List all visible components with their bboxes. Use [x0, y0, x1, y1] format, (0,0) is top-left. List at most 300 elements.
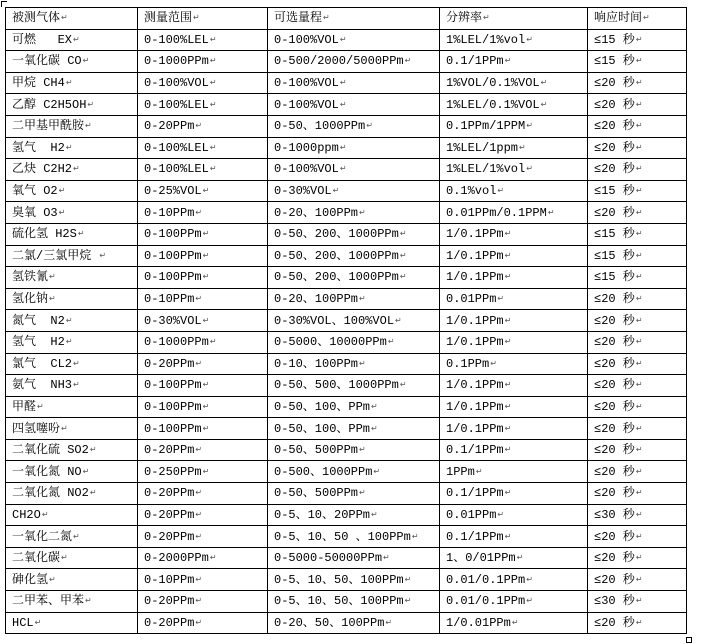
cell-resolution[interactable]: [440, 159, 588, 181]
cell-text-options: 0-10、100PPm ↵: [274, 357, 366, 371]
table-row: [6, 94, 687, 116]
cell-gas[interactable]: [6, 547, 138, 569]
cell-range[interactable]: [138, 612, 268, 634]
cell-gas[interactable]: [6, 245, 138, 267]
cell-text-options: 0-100%VOL ↵: [274, 33, 347, 47]
table-row: [6, 547, 687, 569]
table-row: [6, 29, 687, 51]
cell-text-options: 0-20、50、100PPm ↵: [274, 616, 392, 630]
cell-range[interactable]: [138, 72, 268, 94]
cell-options[interactable]: [268, 461, 440, 483]
cell-resolution[interactable]: [440, 72, 588, 94]
cell-text-resolution: 0.01PPm/0.1PPM ↵: [446, 206, 555, 220]
cell-range[interactable]: [138, 483, 268, 505]
cell-response[interactable]: [588, 310, 687, 332]
cell-range[interactable]: [138, 267, 268, 289]
cell-range[interactable]: [138, 51, 268, 73]
cell-text-response: ≤30 秒 ↵: [594, 594, 643, 608]
cell-response[interactable]: [588, 202, 687, 224]
cell-range[interactable]: [138, 375, 268, 397]
cell-text-resolution: 1/0.1PPm ↵: [446, 227, 511, 241]
cell-options[interactable]: [268, 375, 440, 397]
cell-response[interactable]: [588, 353, 687, 375]
cell-resolution[interactable]: [440, 202, 588, 224]
cell-text-gas: 一氧化氮 NO ↵: [12, 465, 89, 479]
header-label-resolution: 分辨率 ↵: [446, 11, 490, 25]
table-row: [6, 504, 687, 526]
cell-options[interactable]: [268, 202, 440, 224]
cell-text-gas: 氢气 H2 ↵: [12, 141, 73, 155]
cell-text-gas: 一氧化碳 CO ↵: [12, 54, 89, 68]
cell-options[interactable]: [268, 72, 440, 94]
cell-gas[interactable]: [6, 223, 138, 245]
cell-text-options: 0-30%VOL ↵: [274, 184, 339, 198]
cell-text-response: ≤20 秒 ↵: [594, 98, 643, 112]
cell-resolution[interactable]: [440, 504, 588, 526]
cell-text-response: ≤20 秒 ↵: [594, 76, 643, 90]
cell-text-resolution: 1%LEL/1%vol ↵: [446, 33, 533, 47]
cell-text-gas: 氢铁氰 ↵: [12, 270, 56, 284]
cell-gas[interactable]: [6, 115, 138, 137]
cell-text-response: ≤15 秒 ↵: [594, 270, 643, 284]
cell-response[interactable]: [588, 94, 687, 116]
cell-gas[interactable]: [6, 180, 138, 202]
cell-options[interactable]: [268, 612, 440, 634]
cell-gas[interactable]: [6, 375, 138, 397]
cell-resolution[interactable]: [440, 612, 588, 634]
cell-text-gas: 二氧化碳 ↵: [12, 551, 68, 565]
cell-options[interactable]: [268, 526, 440, 548]
cell-resolution[interactable]: [440, 526, 588, 548]
cell-text-resolution: 1PPm ↵: [446, 465, 483, 479]
cell-text-response: ≤20 秒 ↵: [594, 141, 643, 155]
cell-text-gas: 乙醇 C2H5OH ↵: [12, 98, 94, 112]
cell-text-range: 0-100%LEL ↵: [144, 98, 217, 112]
header-cell-range[interactable]: [138, 8, 268, 30]
cell-text-resolution: 0.01PPm ↵: [446, 292, 504, 306]
cell-gas[interactable]: [6, 267, 138, 289]
cell-text-response: ≤20 秒 ↵: [594, 119, 643, 133]
table-row: [6, 418, 687, 440]
cell-response[interactable]: [588, 159, 687, 181]
cell-text-range: 0-20PPm ↵: [144, 357, 202, 371]
cell-options[interactable]: [268, 310, 440, 332]
table-row: [6, 115, 687, 137]
cell-text-gas: 氧气 O2 ↵: [12, 184, 65, 198]
cell-text-gas: 砷化氢 ↵: [12, 573, 56, 587]
cell-resolution[interactable]: [440, 180, 588, 202]
cell-response[interactable]: [588, 418, 687, 440]
cell-gas[interactable]: [6, 526, 138, 548]
cell-options[interactable]: [268, 569, 440, 591]
cell-gas[interactable]: [6, 439, 138, 461]
cell-text-options: 0-50、1000PPm ↵: [274, 119, 373, 133]
cell-response[interactable]: [588, 439, 687, 461]
cell-range[interactable]: [138, 137, 268, 159]
cell-text-response: ≤20 秒 ↵: [594, 551, 643, 565]
table-row: [6, 612, 687, 634]
cell-text-gas: 氢气 H2 ↵: [12, 335, 73, 349]
cell-range[interactable]: [138, 439, 268, 461]
cell-text-range: 0-20PPm ↵: [144, 508, 202, 522]
cell-text-gas: 臭氧 O3 ↵: [12, 206, 65, 220]
gas-spec-table-head: [6, 8, 687, 30]
cell-range[interactable]: [138, 202, 268, 224]
cell-text-gas: 一氧化二氮 ↵: [12, 530, 80, 544]
cell-options[interactable]: [268, 288, 440, 310]
cell-resolution[interactable]: [440, 461, 588, 483]
cell-text-options: 0-50、500PPm ↵: [274, 486, 366, 500]
cell-resolution[interactable]: [440, 94, 588, 116]
cell-text-options: 0-100%VOL ↵: [274, 162, 347, 176]
cell-text-gas: HCL ↵: [12, 616, 41, 630]
cell-gas[interactable]: [6, 72, 138, 94]
cell-text-options: 0-5000、10000PPm ↵: [274, 335, 395, 349]
cell-text-gas: 甲烷 CH4 ↵: [12, 76, 73, 90]
cell-text-gas: 氮气 N2 ↵: [12, 314, 73, 328]
cell-text-range: 0-2000PPm ↵: [144, 551, 217, 565]
cell-options[interactable]: [268, 591, 440, 613]
cell-resolution[interactable]: [440, 591, 588, 613]
cell-range[interactable]: [138, 94, 268, 116]
cell-text-gas: 二氧化硫 SO2 ↵: [12, 443, 97, 457]
cell-resolution[interactable]: [440, 223, 588, 245]
cell-text-options: 0-50、500PPm ↵: [274, 443, 366, 457]
cell-response[interactable]: [588, 591, 687, 613]
cell-gas[interactable]: [6, 396, 138, 418]
table-row: [6, 569, 687, 591]
cell-text-range: 0-25%VOL ↵: [144, 184, 209, 198]
cell-resolution[interactable]: [440, 245, 588, 267]
cell-response[interactable]: [588, 29, 687, 51]
table-row: [6, 591, 687, 613]
cell-range[interactable]: [138, 547, 268, 569]
cell-text-range: 0-20PPm ↵: [144, 443, 202, 457]
cell-range[interactable]: [138, 569, 268, 591]
cell-response[interactable]: [588, 461, 687, 483]
cell-response[interactable]: [588, 547, 687, 569]
cell-text-range: 0-100PPm ↵: [144, 378, 209, 392]
cell-options[interactable]: [268, 353, 440, 375]
cell-response[interactable]: [588, 396, 687, 418]
cell-resolution[interactable]: [440, 569, 588, 591]
cell-text-resolution: 0.1PPm ↵: [446, 357, 497, 371]
cell-text-options: 0-20、100PPm ↵: [274, 206, 366, 220]
cell-text-response: ≤20 秒 ↵: [594, 292, 643, 306]
header-cell-resolution[interactable]: [440, 8, 588, 30]
header-label-options: 可选量程 ↵: [274, 11, 330, 25]
cell-gas[interactable]: [6, 159, 138, 181]
cell-range[interactable]: [138, 310, 268, 332]
cell-text-response: ≤20 秒 ↵: [594, 486, 643, 500]
cell-gas[interactable]: [6, 310, 138, 332]
cell-text-options: 0-5000-50000PPm ↵: [274, 551, 390, 565]
cell-resolution[interactable]: [440, 288, 588, 310]
cell-resolution[interactable]: [440, 547, 588, 569]
table-resize-handle[interactable]: [686, 637, 692, 643]
cell-text-range: 0-10PPm ↵: [144, 206, 202, 220]
cell-options[interactable]: [268, 439, 440, 461]
cell-gas[interactable]: [6, 461, 138, 483]
cell-text-range: 0-30%VOL ↵: [144, 314, 209, 328]
cell-options[interactable]: [268, 159, 440, 181]
cell-gas[interactable]: [6, 29, 138, 51]
table-row: [6, 461, 687, 483]
cell-options[interactable]: [268, 418, 440, 440]
cell-text-response: ≤20 秒 ↵: [594, 465, 643, 479]
cell-text-resolution: 1/0.1PPm ↵: [446, 314, 511, 328]
cell-text-resolution: 0.1/1PPm ↵: [446, 443, 511, 457]
cell-text-options: 0-100%VOL ↵: [274, 76, 347, 90]
cell-options[interactable]: [268, 331, 440, 353]
cell-options[interactable]: [268, 94, 440, 116]
cell-response[interactable]: [588, 483, 687, 505]
cell-range[interactable]: [138, 288, 268, 310]
cell-text-range: 0-1000PPm ↵: [144, 335, 217, 349]
cell-text-response: ≤15 秒 ↵: [594, 33, 643, 47]
cell-text-range: 0-100%LEL ↵: [144, 141, 217, 155]
cell-text-options: 0-100%VOL ↵: [274, 98, 347, 112]
cell-options[interactable]: [268, 223, 440, 245]
cell-text-gas: 四氢噻吩 ↵: [12, 422, 68, 436]
cell-gas[interactable]: [6, 418, 138, 440]
cell-options[interactable]: [268, 267, 440, 289]
cell-range[interactable]: [138, 396, 268, 418]
header-cell-response[interactable]: [588, 8, 687, 30]
table-row: [6, 288, 687, 310]
cell-range[interactable]: [138, 461, 268, 483]
cell-resolution[interactable]: [440, 29, 588, 51]
cell-text-resolution: 1/0.1PPm ↵: [446, 335, 511, 349]
cell-response[interactable]: [588, 375, 687, 397]
cell-text-resolution: 1/0.1PPm ↵: [446, 400, 511, 414]
cell-text-response: ≤20 秒 ↵: [594, 206, 643, 220]
cell-text-response: ≤30 秒 ↵: [594, 508, 643, 522]
cell-gas[interactable]: [6, 569, 138, 591]
cell-text-resolution: 0.1PPm/1PPM ↵: [446, 119, 533, 133]
cell-range[interactable]: [138, 245, 268, 267]
table-row: [6, 353, 687, 375]
cell-text-range: 0-1000PPm ↵: [144, 54, 217, 68]
cell-text-options: 0-5、10、50、100PPm ↵: [274, 573, 411, 587]
cell-text-gas: 甲醛 ↵: [12, 400, 44, 414]
cell-response[interactable]: [588, 288, 687, 310]
cell-text-options: 0-500、1000PPm ↵: [274, 465, 380, 479]
cell-resolution[interactable]: [440, 375, 588, 397]
cell-options[interactable]: [268, 396, 440, 418]
cell-text-gas: 氯气 CL2 ↵: [12, 357, 80, 371]
cell-options[interactable]: [268, 483, 440, 505]
cell-text-options: 0-50、100、PPm ↵: [274, 400, 378, 414]
header-cell-gas[interactable]: [6, 8, 138, 30]
cell-gas[interactable]: [6, 483, 138, 505]
cell-range[interactable]: [138, 180, 268, 202]
cell-text-range: 0-100PPm ↵: [144, 400, 209, 414]
cell-text-resolution: 1/0.1PPm ↵: [446, 422, 511, 436]
cell-text-range: 0-20PPm ↵: [144, 616, 202, 630]
cell-text-gas: 二氯/三氯甲烷 ↵: [12, 249, 106, 263]
cell-resolution[interactable]: [440, 115, 588, 137]
cell-resolution[interactable]: [440, 137, 588, 159]
cell-text-resolution: 1%LEL/1%vol ↵: [446, 162, 533, 176]
cell-gas[interactable]: [6, 331, 138, 353]
cell-range[interactable]: [138, 29, 268, 51]
table-row: [6, 396, 687, 418]
cell-text-options: 0-50、200、1000PPm ↵: [274, 227, 407, 241]
cell-text-range: 0-100PPm ↵: [144, 249, 209, 263]
cell-response[interactable]: [588, 612, 687, 634]
cell-gas[interactable]: [6, 288, 138, 310]
cell-gas[interactable]: [6, 591, 138, 613]
cell-text-response: ≤20 秒 ↵: [594, 314, 643, 328]
cell-response[interactable]: [588, 331, 687, 353]
cell-response[interactable]: [588, 72, 687, 94]
cell-text-range: 0-100%LEL ↵: [144, 162, 217, 176]
cell-gas[interactable]: [6, 504, 138, 526]
header-row: [6, 8, 687, 30]
cell-text-response: ≤20 秒 ↵: [594, 616, 643, 630]
cell-range[interactable]: [138, 353, 268, 375]
cell-text-options: 0-5、10、50、100PPm ↵: [274, 594, 411, 608]
cell-text-response: ≤20 秒 ↵: [594, 162, 643, 176]
cell-response[interactable]: [588, 245, 687, 267]
cell-resolution[interactable]: [440, 439, 588, 461]
cell-gas[interactable]: [6, 137, 138, 159]
cell-range[interactable]: [138, 115, 268, 137]
cell-gas[interactable]: [6, 94, 138, 116]
cell-text-response: ≤20 秒 ↵: [594, 422, 643, 436]
cell-range[interactable]: [138, 159, 268, 181]
cell-text-range: 0-20PPm ↵: [144, 594, 202, 608]
cell-text-options: 0-500/2000/5000PPm ↵: [274, 54, 411, 68]
cell-gas[interactable]: [6, 51, 138, 73]
cell-text-resolution: 1%VOL/0.1%VOL ↵: [446, 76, 547, 90]
cell-text-response: ≤15 秒 ↵: [594, 249, 643, 263]
cell-resolution[interactable]: [440, 51, 588, 73]
cell-text-response: ≤15 秒 ↵: [594, 227, 643, 241]
cell-text-options: 0-50、200、1000PPm ↵: [274, 249, 407, 263]
cell-resolution[interactable]: [440, 396, 588, 418]
cell-gas[interactable]: [6, 353, 138, 375]
cell-resolution[interactable]: [440, 418, 588, 440]
cell-text-gas: 二甲基甲酰胺 ↵: [12, 119, 92, 133]
cell-options[interactable]: [268, 180, 440, 202]
cell-gas[interactable]: [6, 202, 138, 224]
table-row: [6, 223, 687, 245]
gas-spec-table-body: [6, 29, 687, 634]
cell-response[interactable]: [588, 526, 687, 548]
cell-text-options: 0-5、10、20PPm ↵: [274, 508, 378, 522]
table-row: [6, 51, 687, 73]
cell-range[interactable]: [138, 504, 268, 526]
cell-options[interactable]: [268, 115, 440, 137]
cell-resolution[interactable]: [440, 267, 588, 289]
cell-text-response: ≤20 秒 ↵: [594, 443, 643, 457]
cell-text-gas: CH2O ↵: [12, 508, 49, 522]
cell-response[interactable]: [588, 51, 687, 73]
cell-text-options: 0-50、500、1000PPm ↵: [274, 378, 407, 392]
cell-text-response: ≤20 秒 ↵: [594, 378, 643, 392]
table-row: [6, 375, 687, 397]
cell-response[interactable]: [588, 569, 687, 591]
cell-text-resolution: 0.01/0.1PPm ↵: [446, 594, 533, 608]
cell-text-gas: 二氧化氮 NO2 ↵: [12, 486, 97, 500]
cell-text-response: ≤20 秒 ↵: [594, 400, 643, 414]
table-row: [6, 159, 687, 181]
cell-gas[interactable]: [6, 612, 138, 634]
cell-resolution[interactable]: [440, 310, 588, 332]
cell-resolution[interactable]: [440, 483, 588, 505]
cell-text-range: 0-20PPm ↵: [144, 530, 202, 544]
cell-text-resolution: 1、0/01PPm ↵: [446, 551, 523, 565]
cell-options[interactable]: [268, 51, 440, 73]
cell-response[interactable]: [588, 137, 687, 159]
header-label-response: 响应时间 ↵: [594, 11, 650, 25]
cell-text-response: ≤20 秒 ↵: [594, 335, 643, 349]
cell-text-resolution: 1/0.1PPm ↵: [446, 249, 511, 263]
cell-range[interactable]: [138, 526, 268, 548]
table-row: [6, 526, 687, 548]
cell-range[interactable]: [138, 418, 268, 440]
cell-text-resolution: 0.01PPm ↵: [446, 508, 504, 522]
cell-text-range: 0-10PPm ↵: [144, 292, 202, 306]
table-row: [6, 245, 687, 267]
cell-text-resolution: 1/0.01PPm ↵: [446, 616, 519, 630]
cell-range[interactable]: [138, 223, 268, 245]
cell-response[interactable]: [588, 267, 687, 289]
cell-text-response: ≤15 秒 ↵: [594, 184, 643, 198]
cell-text-range: 0-100PPm ↵: [144, 270, 209, 284]
cell-text-gas: 乙炔 C2H2 ↵: [12, 162, 80, 176]
cell-text-range: 0-100PPm ↵: [144, 227, 209, 241]
table-row: [6, 202, 687, 224]
table-row: [6, 439, 687, 461]
cell-text-range: 0-10PPm ↵: [144, 573, 202, 587]
cell-resolution[interactable]: [440, 331, 588, 353]
cell-range[interactable]: [138, 591, 268, 613]
cell-text-gas: 硫化氢 H2S ↵: [12, 227, 85, 241]
cell-text-resolution: 0.1/1PPm ↵: [446, 530, 511, 544]
table-row: [6, 267, 687, 289]
cell-text-range: 0-100%LEL ↵: [144, 33, 217, 47]
cell-response[interactable]: [588, 223, 687, 245]
table-row: [6, 137, 687, 159]
cell-options[interactable]: [268, 29, 440, 51]
cell-response[interactable]: [588, 115, 687, 137]
cell-text-resolution: 1/0.1PPm ↵: [446, 378, 511, 392]
header-cell-options[interactable]: [268, 8, 440, 30]
cell-options[interactable]: [268, 245, 440, 267]
cell-text-options: 0-20、100PPm ↵: [274, 292, 366, 306]
cell-text-resolution: 0.1/1PPm ↵: [446, 486, 511, 500]
cell-text-resolution: 0.1%vol ↵: [446, 184, 504, 198]
cell-response[interactable]: [588, 504, 687, 526]
cell-text-range: 0-20PPm ↵: [144, 119, 202, 133]
cell-text-resolution: 0.1/1PPm ↵: [446, 54, 511, 68]
cell-range[interactable]: [138, 331, 268, 353]
cell-options[interactable]: [268, 137, 440, 159]
cell-response[interactable]: [588, 180, 687, 202]
cell-text-resolution: 1%LEL/0.1%VOL ↵: [446, 98, 547, 112]
cell-text-gas: 氨气 NH3 ↵: [12, 378, 80, 392]
cell-text-gas: 可燃 EX ↵: [12, 33, 80, 47]
cell-options[interactable]: [268, 547, 440, 569]
table-row: [6, 483, 687, 505]
cell-text-resolution: 0.01/0.1PPm ↵: [446, 573, 533, 587]
cell-options[interactable]: [268, 504, 440, 526]
cell-resolution[interactable]: [440, 353, 588, 375]
cell-text-range: 0-100PPm ↵: [144, 422, 209, 436]
